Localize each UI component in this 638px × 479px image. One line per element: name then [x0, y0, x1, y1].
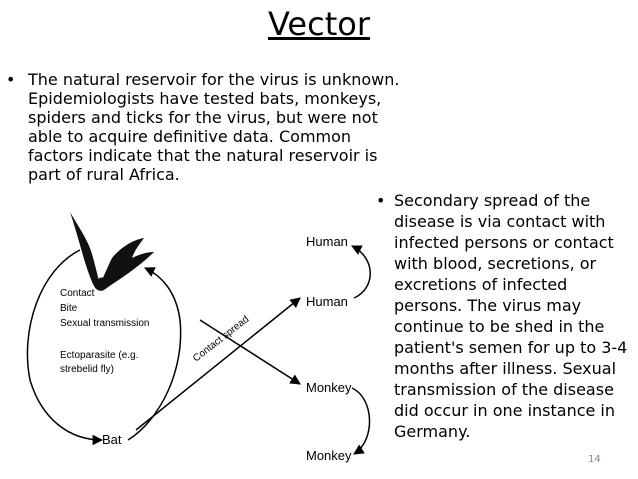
mode-contact: Contact [60, 288, 95, 299]
mode-bite: Bite [60, 303, 78, 314]
bullet-secondary-spread [376, 190, 636, 442]
mode-sexual-transmission: Sexual transmission [60, 318, 150, 329]
arrow-human-to-human [352, 246, 370, 298]
arrow-monkey-to-monkey [352, 388, 370, 454]
arrow-bat-to-human [136, 298, 300, 430]
bat-icon [70, 212, 154, 291]
node-human-top: Human [306, 234, 348, 249]
bullet-dot: • [376, 191, 386, 210]
page-number: 14 [588, 454, 601, 465]
bullet-secondary-spread-text: Secondary spread of the disease is via contact with infected persons or contact with blood, secretions, or excretions of infected persons. The virus may continue to be shed in the patient's semen for up to 3-4 months after illness. Sexual transmission of the disease did occur in one instance in Germany. [394, 191, 628, 441]
ectoparasite-line1: Ectoparasite (e.g. [60, 350, 139, 361]
node-monkey-mid: Monkey [306, 380, 352, 395]
node-monkey-bottom: Monkey [306, 448, 352, 463]
bullet-reservoir-text: The natural reservoir for the virus is unknown. Epidemiologists have tested bats, monkeys, spiders and ticks for the virus, but were not able to acquire definitive data. Common factors indicate that the natural reservoir is part of rural Africa. [28, 70, 400, 184]
ectoparasite-line2: strebelid fly) [60, 364, 114, 375]
bullet-dot: • [6, 70, 16, 89]
node-bat: Bat [102, 432, 122, 447]
slide-title: Vector [268, 5, 370, 43]
label-contact-spread: Contact spread [191, 313, 252, 365]
node-human-mid: Human [306, 294, 348, 309]
arrow-bat-to-monkey [200, 320, 300, 384]
